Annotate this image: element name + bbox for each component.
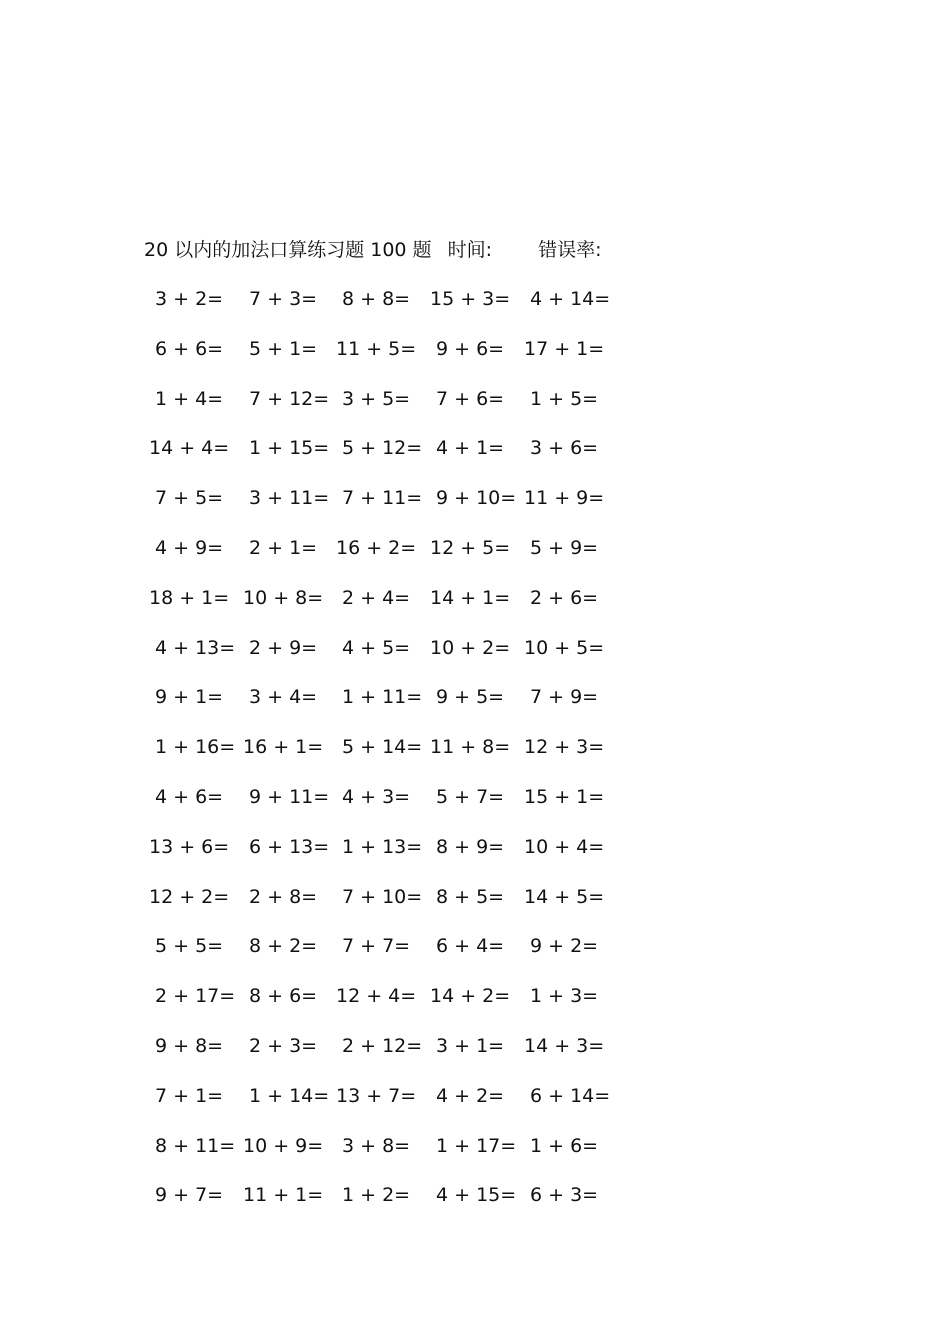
problem-cell: 3 + 8=	[342, 1134, 411, 1157]
problem-cell: 4 + 2=	[436, 1084, 505, 1107]
problem-cell: 9 + 5=	[436, 686, 505, 709]
problem-cell: 14 + 4=	[149, 437, 230, 460]
problem-row	[0, 633, 950, 683]
problem-row	[0, 981, 950, 1031]
problem-cell: 11 + 5=	[336, 337, 417, 360]
problem-cell: 17 + 1=	[524, 337, 605, 360]
problem-cell: 5 + 14=	[342, 736, 423, 759]
problem-cell: 1 + 13=	[342, 835, 423, 858]
problem-row	[0, 334, 950, 384]
problem-row	[0, 882, 950, 932]
problem-cell: 10 + 9=	[243, 1134, 324, 1157]
problem-cell: 3 + 6=	[530, 437, 599, 460]
problem-cell: 8 + 6=	[249, 985, 318, 1008]
problem-cell: 10 + 2=	[430, 636, 511, 659]
problem-cell: 6 + 14=	[530, 1084, 611, 1107]
problem-cell: 4 + 3=	[342, 785, 411, 808]
problem-cell: 2 + 8=	[249, 885, 318, 908]
problem-cell: 3 + 2=	[155, 288, 224, 310]
problem-cell: 11 + 8=	[430, 736, 511, 759]
problem-cell: 12 + 2=	[149, 885, 230, 908]
problem-cell: 7 + 11=	[342, 487, 423, 510]
problem-row	[0, 1180, 950, 1230]
problem-cell: 2 + 9=	[249, 636, 318, 659]
problem-cell: 4 + 9=	[155, 536, 224, 559]
problem-cell: 3 + 1=	[436, 1034, 505, 1057]
problem-cell: 2 + 1=	[249, 536, 318, 559]
problem-row	[0, 583, 950, 633]
problem-cell: 7 + 1=	[155, 1084, 224, 1107]
problem-cell: 7 + 3=	[249, 288, 318, 310]
problem-cell: 9 + 2=	[530, 935, 599, 958]
problem-cell: 14 + 2=	[430, 985, 511, 1008]
problem-row	[0, 732, 950, 782]
problem-cell: 8 + 9=	[436, 835, 505, 858]
problem-row	[0, 483, 950, 533]
problem-cell: 1 + 16=	[155, 736, 236, 759]
problem-cell: 9 + 11=	[249, 785, 330, 808]
problem-cell: 4 + 1=	[436, 437, 505, 460]
problem-row	[0, 533, 950, 583]
problem-cell: 3 + 5=	[342, 387, 411, 410]
problem-cell: 10 + 5=	[524, 636, 605, 659]
problem-cell: 7 + 12=	[249, 387, 330, 410]
worksheet-title: 20 以内的加法口算练习题 100 题	[144, 239, 432, 261]
problem-cell: 9 + 6=	[436, 337, 505, 360]
problem-cell: 6 + 3=	[530, 1184, 599, 1207]
problem-cell: 15 + 1=	[524, 785, 605, 808]
problem-cell: 9 + 7=	[155, 1184, 224, 1207]
problem-cell: 1 + 6=	[530, 1134, 599, 1157]
problem-row	[0, 1081, 950, 1131]
problem-cell: 4 + 6=	[155, 785, 224, 808]
problem-cell: 4 + 13=	[155, 636, 236, 659]
problem-cell: 4 + 5=	[342, 636, 411, 659]
problem-cell: 11 + 9=	[524, 487, 605, 510]
problem-cell: 2 + 17=	[155, 985, 236, 1008]
problem-row	[0, 682, 950, 732]
problem-cell: 1 + 15=	[249, 437, 330, 460]
problem-cell: 5 + 12=	[342, 437, 423, 460]
problem-cell: 3 + 11=	[249, 487, 330, 510]
problem-grid	[0, 284, 950, 1230]
problem-cell: 11 + 1=	[243, 1184, 324, 1207]
problem-cell: 1 + 3=	[530, 985, 599, 1008]
problem-cell: 1 + 5=	[530, 387, 599, 410]
worksheet-header	[144, 236, 601, 264]
problem-cell: 15 + 3=	[430, 288, 511, 310]
problem-cell: 13 + 6=	[149, 835, 230, 858]
time-label: 时间:	[447, 239, 493, 261]
problem-row	[0, 1131, 950, 1181]
problem-cell: 5 + 9=	[530, 536, 599, 559]
problem-cell: 9 + 1=	[155, 686, 224, 709]
problem-cell: 1 + 14=	[249, 1084, 330, 1107]
problem-cell: 2 + 12=	[342, 1034, 423, 1057]
problem-cell: 6 + 13=	[249, 835, 330, 858]
problem-cell: 1 + 4=	[155, 387, 224, 410]
problem-cell: 1 + 11=	[342, 686, 423, 709]
problem-cell: 6 + 4=	[436, 935, 505, 958]
problem-cell: 1 + 2=	[342, 1184, 411, 1207]
problem-cell: 5 + 5=	[155, 935, 224, 958]
problem-cell: 1 + 17=	[436, 1134, 517, 1157]
problem-cell: 6 + 6=	[155, 337, 224, 360]
problem-cell: 9 + 10=	[436, 487, 517, 510]
problem-cell: 8 + 2=	[249, 935, 318, 958]
problem-cell: 9 + 8=	[155, 1034, 224, 1057]
problem-cell: 2 + 4=	[342, 586, 411, 609]
problem-cell: 10 + 4=	[524, 835, 605, 858]
problem-cell: 12 + 3=	[524, 736, 605, 759]
problem-cell: 14 + 1=	[430, 586, 511, 609]
problem-cell: 16 + 1=	[243, 736, 324, 759]
problem-cell: 4 + 15=	[436, 1184, 517, 1207]
problem-cell: 7 + 5=	[155, 487, 224, 510]
problem-cell: 2 + 3=	[249, 1034, 318, 1057]
problem-row	[0, 284, 950, 334]
problem-cell: 4 + 14=	[530, 288, 611, 310]
problem-cell: 3 + 4=	[249, 686, 318, 709]
problem-cell: 7 + 6=	[436, 387, 505, 410]
problem-row	[0, 832, 950, 882]
problem-cell: 14 + 3=	[524, 1034, 605, 1057]
problem-cell: 18 + 1=	[149, 586, 230, 609]
error-rate-label: 错误率:	[538, 239, 602, 261]
problem-cell: 5 + 1=	[249, 337, 318, 360]
problem-cell: 7 + 10=	[342, 885, 423, 908]
problem-cell: 2 + 6=	[530, 586, 599, 609]
problem-cell: 10 + 8=	[243, 586, 324, 609]
problem-row	[0, 384, 950, 434]
problem-cell: 7 + 7=	[342, 935, 411, 958]
problem-cell: 8 + 5=	[436, 885, 505, 908]
problem-cell: 14 + 5=	[524, 885, 605, 908]
problem-row	[0, 1031, 950, 1081]
problem-cell: 16 + 2=	[336, 536, 417, 559]
problem-cell: 7 + 9=	[530, 686, 599, 709]
problem-cell: 5 + 7=	[436, 785, 505, 808]
problem-row	[0, 433, 950, 483]
problem-cell: 8 + 11=	[155, 1134, 236, 1157]
problem-cell: 12 + 5=	[430, 536, 511, 559]
problem-cell: 12 + 4=	[336, 985, 417, 1008]
problem-cell: 8 + 8=	[342, 288, 411, 310]
problem-row	[0, 782, 950, 832]
problem-row	[0, 931, 950, 981]
problem-cell: 13 + 7=	[336, 1084, 417, 1107]
